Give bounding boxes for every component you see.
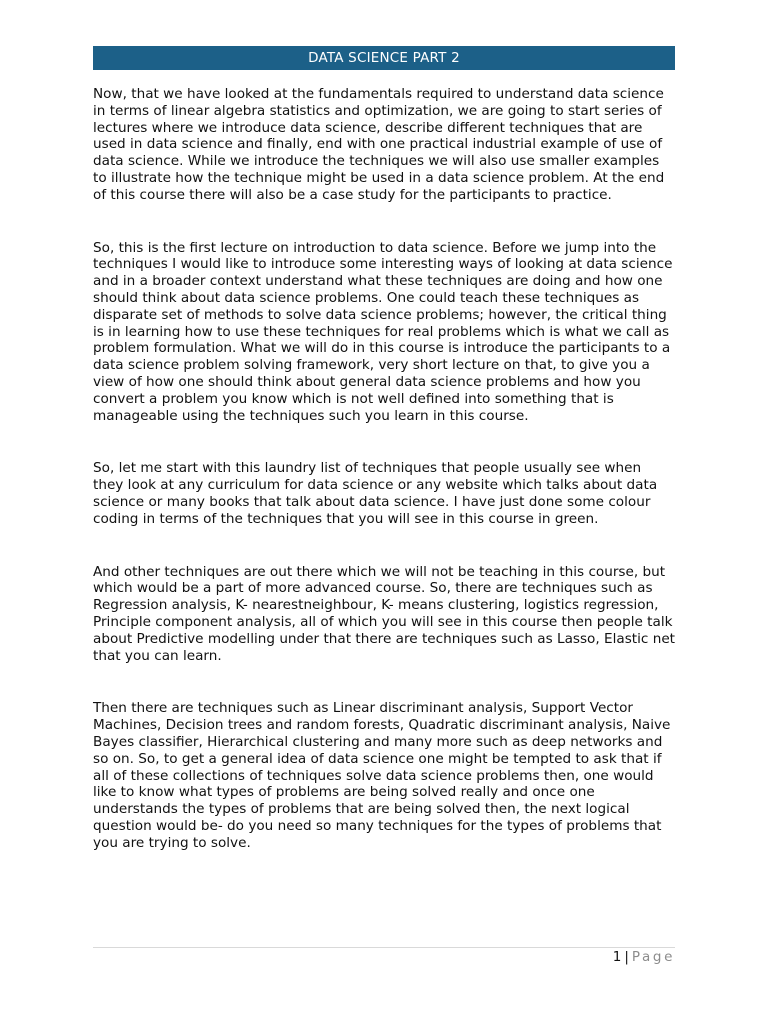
paragraph-5: Then there are techniques such as Linear discriminant analysis, Support Vector Machines, Decision trees and random forests, Quadratic discriminant analysis, Naive Bayes classifier, Hierarchical clustering and many more such as deep networks and so on. So, to get a general idea of data science one might be tempted to ask that if all of these collections of techniques solve data science problems then, one would like to know what types of problems are being solved really and once one understands the types of problems that are being solved then, the next logical question would be- do you need so many techniques for the types of problems that you are trying to solve. bbox=[93, 700, 671, 851]
page-label: Page bbox=[631, 949, 675, 965]
footer-divider bbox=[93, 947, 675, 948]
page-footer bbox=[613, 949, 675, 965]
page-number: 1 bbox=[612, 949, 622, 965]
paragraph-4: And other techniques are out there which we will not be teaching in this course, but which would be a part of more advanced course. So, there are techniques such as Regression analysis, K- nearestneighbour, K- means clustering, logistics regression, Principle component analysis, all of which you will see in this course then people talk about Predictive modelling under that there are techniques such as Lasso, Elastic net that you can learn. bbox=[93, 563, 676, 664]
page-separator: | bbox=[624, 949, 629, 965]
paragraph-1: Now, that we have looked at the fundamentals required to understand data science in terms of linear algebra statistics and optimization, we are going to start series of lectures where we introduce data science, describe different techniques that are used in data science and finally, end with one practical industrial example of use of data science. While we introduce the techniques we will also use smaller examples to illustrate how the technique might be used in a data science problem. At the end of this course there will also be a case study for the participants to practice. bbox=[93, 86, 665, 203]
page-header-title: DATA SCIENCE PART 2 bbox=[93, 46, 675, 70]
paragraph-2: So, this is the first lecture on introduction to data science. Before we jump into the techniques I would like to introduce some interesting ways of looking at data science and in a broader context understand what these techniques are doing and how one should think about data science problems. One could teach these techniques as disparate set of methods to solve data science problems; however, the critical thing is in learning how to use these techniques for real problems which is what we call as problem formulation. What we will do in this course is introduce the participants to a data science problem solving framework, very short lecture on that, to give you a view of how one should think about general data science problems and how you convert a problem you know which is not well defined into something that is manageable using the techniques such you learn in this course. bbox=[93, 239, 673, 424]
paragraph-3: So, let me start with this laundry list of techniques that people usually see when they look at any curriculum for data science or any website which talks about data science or many books that talk about data science. I have just done some colour coding in terms of the techniques that you will see in this course in green. bbox=[93, 460, 658, 527]
document-body bbox=[93, 86, 675, 887]
